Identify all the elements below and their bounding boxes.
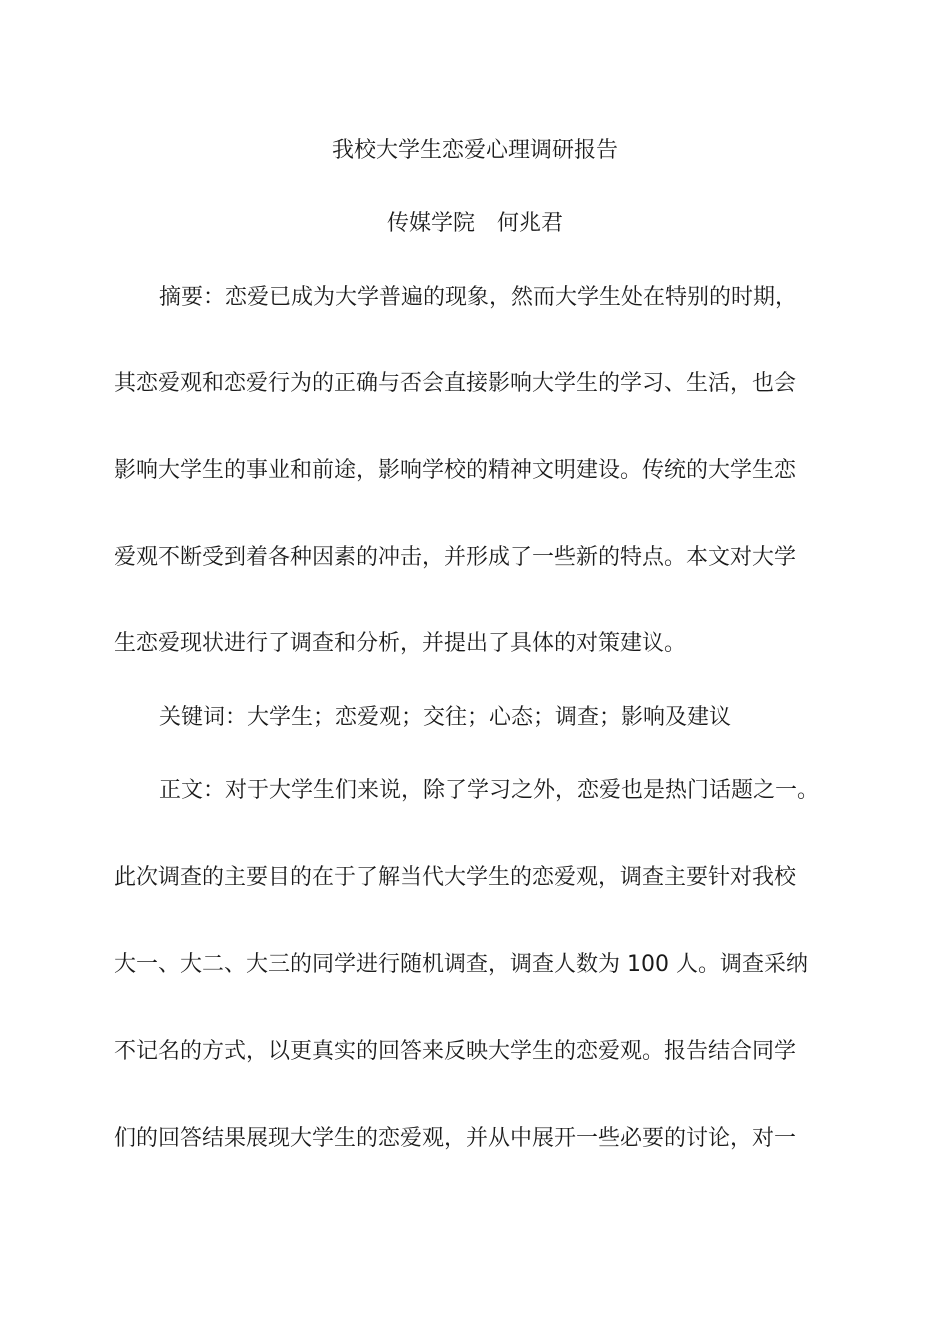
body-line-3: 大一、大二、大三的同学进行随机调查，调查人数为 100 人。调查采纳: [114, 952, 808, 977]
abstract-line-2: 其恋爱观和恋爱行为的正确与否会直接影响大学生的学习、生活，也会: [114, 371, 797, 396]
author-line: 传媒学院 何兆君: [386, 211, 563, 236]
body-line-2: 此次调查的主要目的在于了解当代大学生的恋爱观，调查主要针对我校: [114, 865, 797, 890]
body-line-5: 们的回答结果展现大学生的恋爱观，并从中展开一些必要的讨论，对一: [114, 1126, 797, 1151]
keywords-line: 关键词：大学生；恋爱观；交往；心态；调查；影响及建议: [159, 705, 732, 730]
body-line-1: 正文：对于大学生们来说，除了学习之外，恋爱也是热门话题之一。: [159, 778, 820, 803]
abstract-line-1: 摘要：恋爱已成为大学普遍的现象，然而大学生处在特别的时期，: [159, 285, 798, 310]
abstract-line-4: 爱观不断受到着各种因素的冲击，并形成了一些新的特点。本文对大学: [114, 545, 797, 570]
body-line-4: 不记名的方式，以更真实的回答来反映大学生的恋爱观。报告结合同学: [114, 1039, 797, 1064]
abstract-line-5: 生恋爱现状进行了调查和分析，并提出了具体的对策建议。: [114, 631, 687, 656]
abstract-line-3: 影响大学生的事业和前途，影响学校的精神文明建设。传统的大学生恋: [114, 458, 797, 483]
document-title: 我校大学生恋爱心理调研报告: [331, 138, 618, 163]
